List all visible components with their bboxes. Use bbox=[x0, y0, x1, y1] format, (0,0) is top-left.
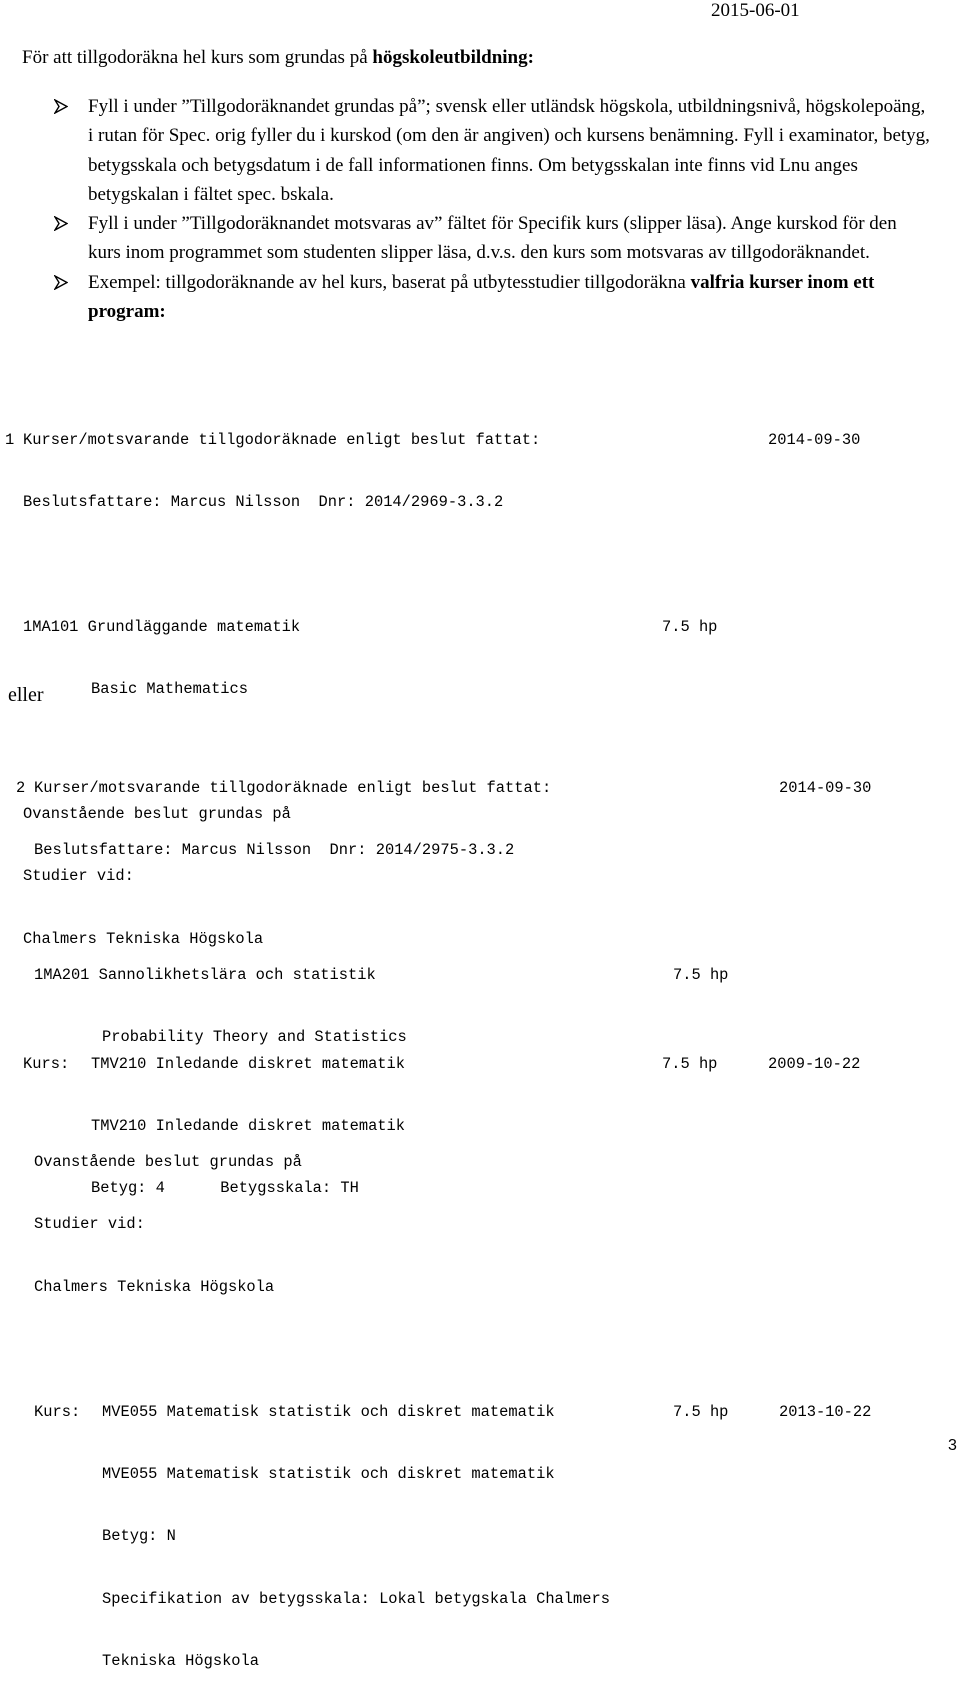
basis-line: Ovanstående beslut grundas på bbox=[23, 804, 291, 823]
basis-line: Studier vid: bbox=[34, 1215, 145, 1234]
instruction-list bbox=[0, 92, 960, 326]
basis-line: Ovanstående beslut grundas på bbox=[34, 1152, 302, 1171]
kurs-detail-line: Specifikation av betygsskala: Lokal betygskala Chalmers bbox=[102, 1589, 610, 1608]
kurs-date: 2013-10-22 bbox=[779, 1402, 872, 1421]
decision-date: 2014-09-30 bbox=[779, 778, 872, 797]
kurs-detail-line: MVE055 Matematisk statistik och diskret matematik bbox=[102, 1464, 555, 1483]
intro-paragraph bbox=[22, 46, 534, 70]
kurs-label: Kurs: bbox=[34, 1402, 81, 1421]
list-item bbox=[0, 209, 960, 268]
record-number: 1 bbox=[5, 430, 15, 449]
record-heading: Kurser/motsvarande tillgodoräknade enligt beslut fattat: bbox=[34, 778, 552, 797]
list-item bbox=[0, 92, 960, 209]
kurs-date: 2009-10-22 bbox=[768, 1054, 861, 1073]
course-english-name: Probability Theory and Statistics bbox=[102, 1028, 407, 1047]
kurs-detail-line: Betyg: 4 Betygsskala: TH bbox=[91, 1179, 359, 1198]
decider-line: Beslutsfattare: Marcus Nilsson Dnr: 2014/2975-3.3.2 bbox=[34, 840, 515, 859]
intro-text: För att tillgodoräkna hel kurs som grundas på bbox=[22, 47, 373, 68]
kurs-line: MVE055 Matematisk statistik och diskret matematik bbox=[102, 1402, 555, 1421]
course-english-name: Basic Mathematics bbox=[91, 680, 249, 699]
page-number: 3 bbox=[948, 1437, 957, 1454]
basis-line: Chalmers Tekniska Högskola bbox=[34, 1277, 275, 1296]
kurs-line: TMV210 Inledande diskret matematik bbox=[91, 1054, 406, 1073]
kurs-label: Kurs: bbox=[23, 1054, 70, 1073]
bullet-bold-text: valfria kurser inom ett program: bbox=[88, 271, 875, 323]
record-heading: Kurser/motsvarande tillgodoräknade enligt beslut fattat: bbox=[23, 430, 541, 449]
kurs-detail-line: Tekniska Högskola bbox=[102, 1652, 260, 1671]
course-credits: 7.5 hp bbox=[662, 617, 718, 636]
kurs-credits: 7.5 hp bbox=[673, 1402, 729, 1421]
bullet-text: Exempel: tillgodoräknande av hel kurs, baserat på utbytesstudier tillgodoräkna bbox=[88, 271, 691, 293]
intro-bold: högskoleutbildning: bbox=[372, 47, 534, 68]
course-code-name: 1MA201 Sannolikhetslära och statistik bbox=[34, 965, 376, 984]
document-date: 2015-06-01 bbox=[711, 0, 800, 21]
kurs-detail-line: Betyg: N bbox=[102, 1527, 176, 1546]
separator-text: eller bbox=[8, 684, 44, 706]
arrow-bullet-icon bbox=[54, 216, 68, 231]
kurs-credits: 7.5 hp bbox=[662, 1054, 718, 1073]
course-code-name: 1MA101 Grundläggande matematik bbox=[23, 617, 301, 636]
decider-line: Beslutsfattare: Marcus Nilsson Dnr: 2014/2969-3.3.2 bbox=[23, 492, 504, 511]
bullet-text: Fyll i under ”Tillgodoräknandet grundas på”; svensk eller utländsk högskola, utbildningsnivå, högskolepoäng, i rutan för Spec. orig fyller du i kurskod (om den är angiven) och kursens benämning. Fyll i examinator, betyg, betygsskala och betygsdatum i de fall informationen finns. Om betygsskalan inte finns vid Lnu anges betygskalan i fältet spec. bskala. bbox=[88, 96, 930, 205]
decision-date: 2014-09-30 bbox=[768, 430, 861, 449]
record-number: 2 bbox=[16, 778, 26, 797]
kurs-detail-line: TMV210 Inledande diskret matematik bbox=[91, 1116, 406, 1135]
arrow-bullet-icon bbox=[54, 275, 68, 290]
list-item bbox=[0, 268, 960, 327]
basis-line: Studier vid: bbox=[23, 867, 134, 886]
arrow-bullet-icon bbox=[54, 99, 68, 114]
bullet-text: Fyll i under ”Tillgodoräknandet motsvaras av” fältet för Specifik kurs (slipper läsa). Ange kurskod för den kurs inom programmet som studenten slipper läsa, d.v.s. den kurs som motsvaras av tillgodoräknandet. bbox=[88, 213, 897, 264]
course-credits: 7.5 hp bbox=[673, 965, 729, 984]
credit-record-screenshot bbox=[16, 736, 896, 1693]
basis-line: Chalmers Tekniska Högskola bbox=[23, 929, 264, 948]
